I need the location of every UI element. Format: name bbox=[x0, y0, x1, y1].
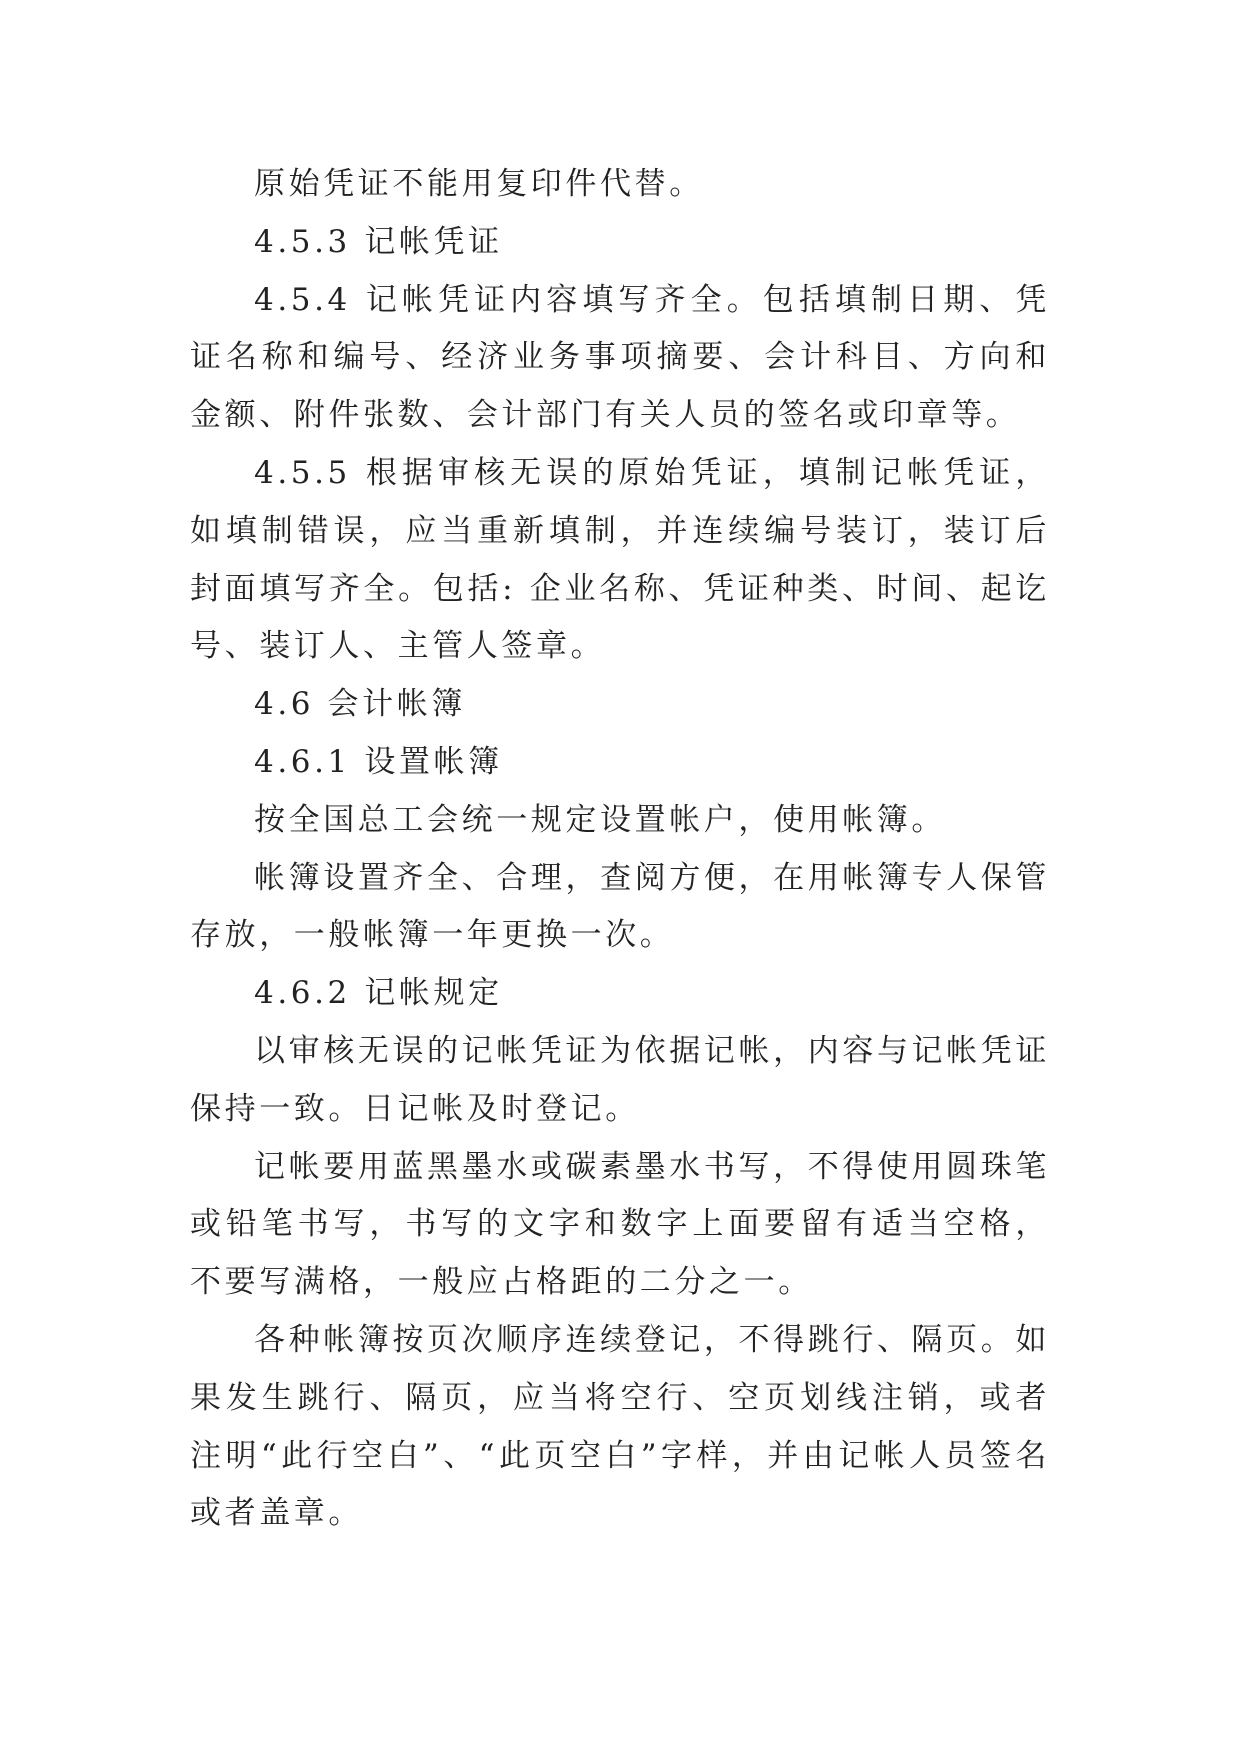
heading-4-6: 4.6 会计帐簿 bbox=[254, 686, 466, 723]
heading-4-6-2: 4.6.2 记帐规定 bbox=[254, 975, 503, 1012]
paragraph-4-5-5: 4.5.5 根据审核无误的原始凭证，填制记帐凭证，如填制错误，应当重新填制，并连续编号装订，装订后封面填写齐全。包括: 企业名称、凭证种类、时间、起讫号、装订人、主管人签章。 bbox=[190, 454, 1050, 665]
paragraph-original-voucher-note: 原始凭证不能用复印件代替。 bbox=[254, 166, 704, 202]
heading-4-5-3: 4.5.3 记帐凭证 bbox=[254, 223, 503, 260]
paragraph-ledger-storage: 帐簿设置齐全、合理，查阅方便，在用帐簿专人保管存放，一般帐簿一年更换一次。 bbox=[190, 859, 1050, 954]
heading-4-6-1: 4.6.1 设置帐簿 bbox=[254, 743, 503, 780]
paragraph-4-5-4: 4.5.4 记帐凭证内容填写齐全。包括填制日期、凭证名称和编号、经济业务事项摘要、会计科目、方向和金额、附件张数、会计部门有关人员的签名或印章等。 bbox=[190, 281, 1050, 434]
paragraph-ink-rules: 记帐要用蓝黑墨水或碳素墨水书写，不得使用圆珠笔或铅笔书写，书写的文字和数字上面要留有适当空格，不要写满格，一般应占格距的二分之一。 bbox=[190, 1148, 1050, 1301]
paragraph-posting-basis: 以审核无误的记帐凭证为依据记帐，内容与记帐凭证保持一致。日记帐及时登记。 bbox=[190, 1032, 1050, 1127]
paragraph-account-setup: 按全国总工会统一规定设置帐户，使用帐簿。 bbox=[254, 801, 946, 838]
paragraph-page-order: 各种帐簿按页次顺序连续登记，不得跳行、隔页。如果发生跳行、隔页，应当将空行、空页划线注销，或者注明“此行空白”、“此页空白”字样，并由记帐人员签名或者盖章。 bbox=[190, 1321, 1050, 1532]
document-body bbox=[190, 156, 1050, 1543]
